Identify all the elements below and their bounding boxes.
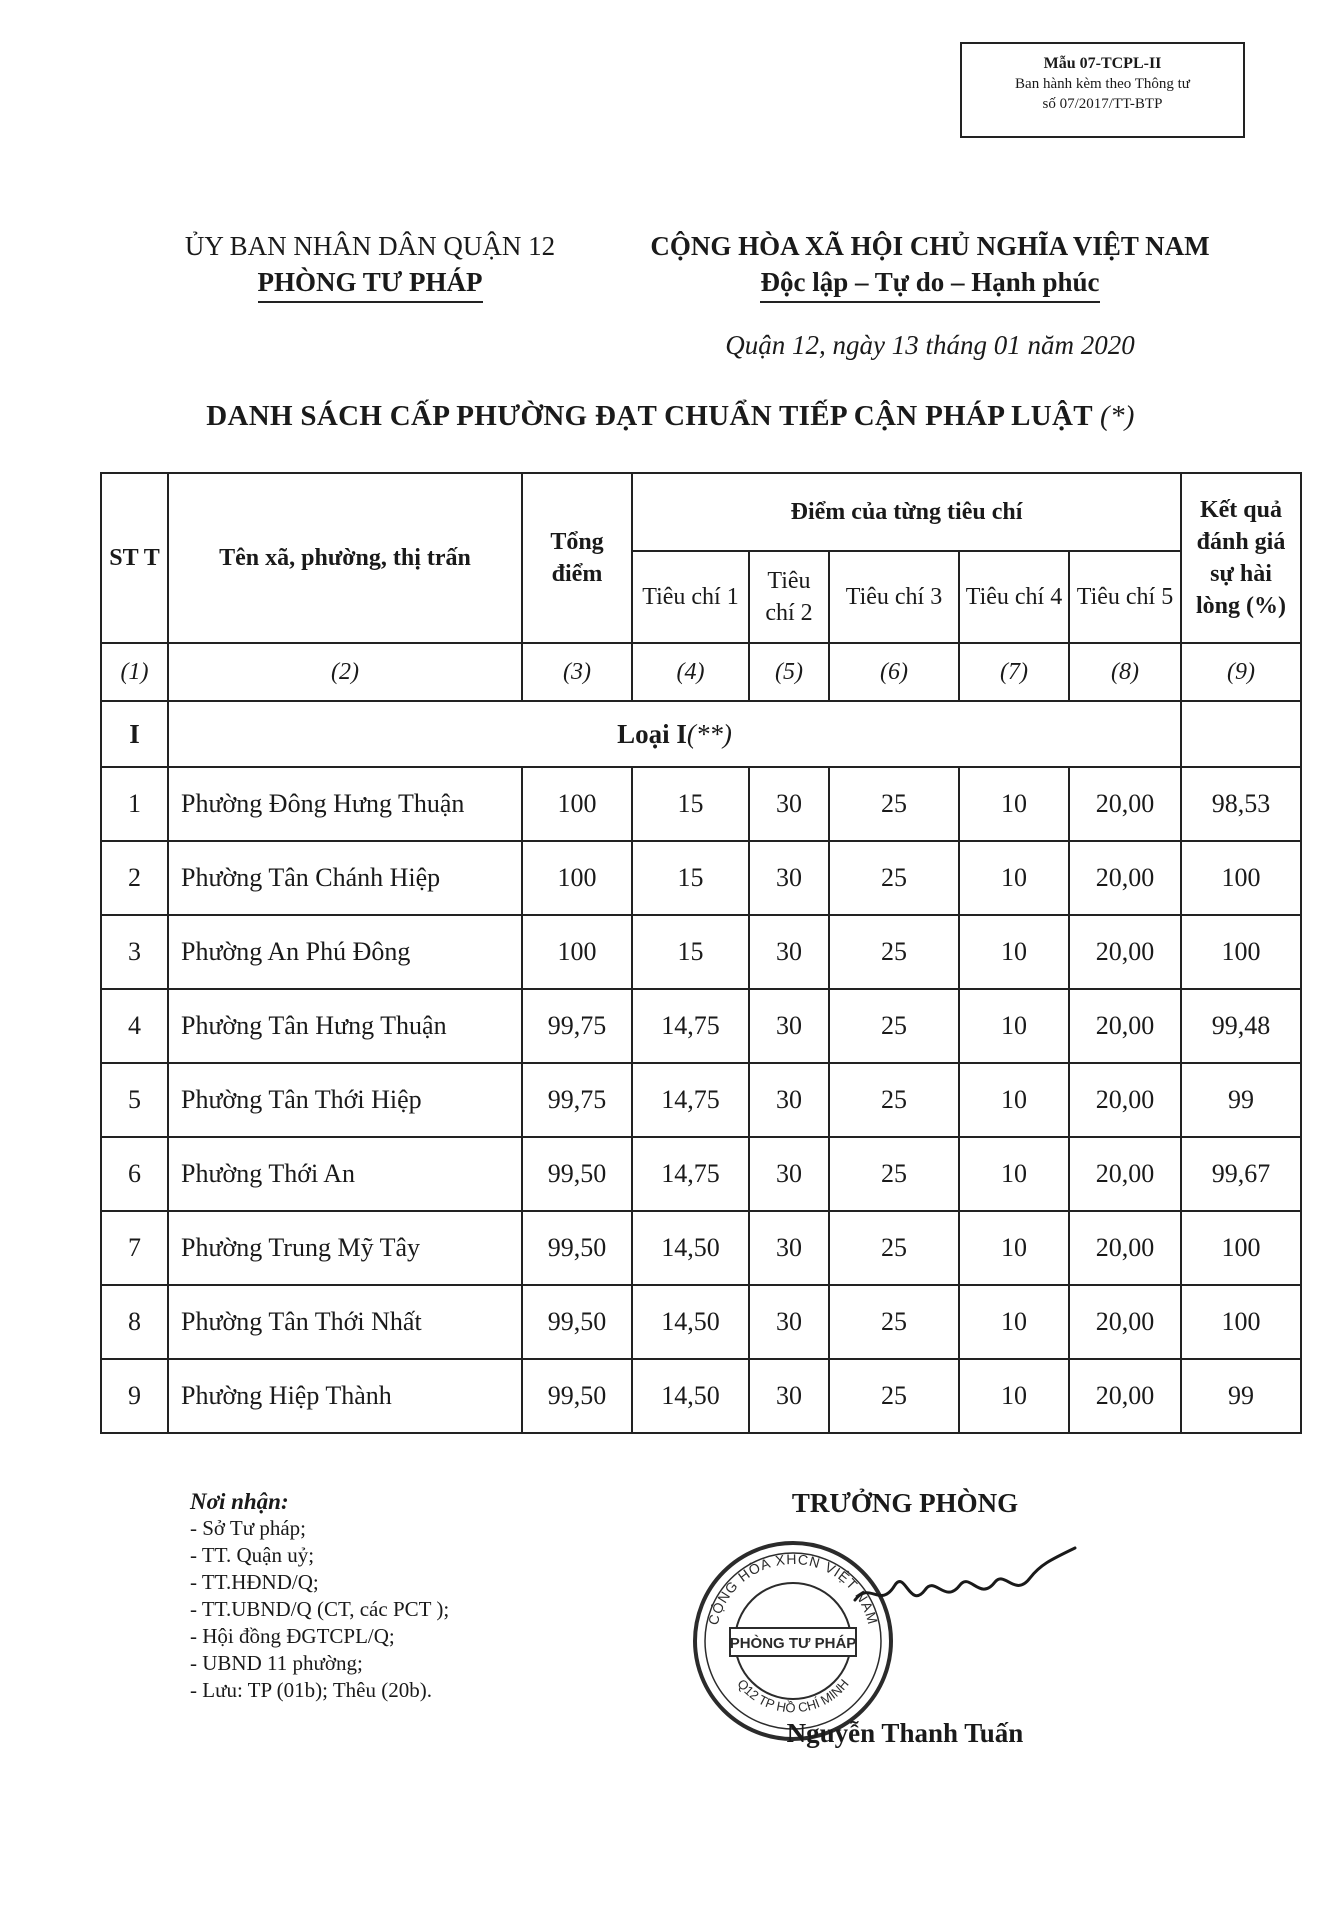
- document-title-mark: (*): [1099, 400, 1135, 432]
- table-row: [101, 767, 1301, 841]
- cell-c1: 14,50: [632, 1211, 749, 1285]
- header-criterion-4: Tiêu chí 4: [959, 551, 1069, 643]
- recipients-heading: Nơi nhận:: [190, 1489, 289, 1514]
- form-code-line3: số 07/2017/TT-BTP: [1042, 96, 1163, 112]
- cell-c3: 25: [829, 767, 959, 841]
- cell-result: 98,53: [1181, 767, 1301, 841]
- table-row: [101, 915, 1301, 989]
- cell-c2: 30: [749, 841, 829, 915]
- header-criterion-2: Tiêu chí 2: [749, 551, 829, 643]
- cell-stt: 7: [101, 1211, 168, 1285]
- cell-c3: 25: [829, 1285, 959, 1359]
- cell-total: 100: [522, 915, 632, 989]
- cell-name: Phường Hiệp Thành: [168, 1359, 522, 1433]
- recipient-item: - TT. Quận uỷ;: [190, 1543, 315, 1567]
- column-index: (3): [522, 643, 632, 701]
- cell-c5: 20,00: [1069, 1359, 1181, 1433]
- cell-c2: 30: [749, 1359, 829, 1433]
- cell-total: 99,50: [522, 1137, 632, 1211]
- cell-c5: 20,00: [1069, 1211, 1181, 1285]
- cell-c2: 30: [749, 989, 829, 1063]
- document-title: [60, 400, 1281, 433]
- date-line: Quận 12, ngày 13 tháng 01 năm 2020: [725, 330, 1135, 360]
- national-motto: [600, 228, 1260, 303]
- cell-c2: 30: [749, 767, 829, 841]
- cell-name: Phường Trung Mỹ Tây: [168, 1211, 522, 1285]
- table-row: [101, 989, 1301, 1063]
- cell-c2: 30: [749, 1063, 829, 1137]
- cell-c3: 25: [829, 1137, 959, 1211]
- cell-result: 100: [1181, 841, 1301, 915]
- cell-c5: 20,00: [1069, 1285, 1181, 1359]
- cell-stt: 6: [101, 1137, 168, 1211]
- header-result: Kết quả đánh giá sự hài lòng (%): [1181, 473, 1301, 643]
- cell-c4: 10: [959, 1063, 1069, 1137]
- recipient-item: - TT.UBND/Q (CT, các PCT );: [190, 1597, 450, 1621]
- cell-c1: 14,50: [632, 1359, 749, 1433]
- signer-name: Nguyễn Thanh Tuấn: [786, 1718, 1024, 1748]
- column-index: (4): [632, 643, 749, 701]
- table-row: [101, 1285, 1301, 1359]
- cell-c2: 30: [749, 1285, 829, 1359]
- cell-c5: 20,00: [1069, 1137, 1181, 1211]
- signer-title: TRƯỞNG PHÒNG: [791, 1488, 1019, 1518]
- cell-name: Phường Tân Chánh Hiệp: [168, 841, 522, 915]
- table-row: [101, 1211, 1301, 1285]
- header-criterion-1: Tiêu chí 1: [632, 551, 749, 643]
- cell-name: Phường Tân Hưng Thuận: [168, 989, 522, 1063]
- cell-total: 99,75: [522, 989, 632, 1063]
- cell-result: 99,67: [1181, 1137, 1301, 1211]
- cell-total: 99,75: [522, 1063, 632, 1137]
- cell-stt: 1: [101, 767, 168, 841]
- recipients-block: [190, 1488, 610, 1704]
- form-code-line2: Ban hành kèm theo Thông tư: [1015, 76, 1190, 92]
- header-criteria-group: Điểm của từng tiêu chí: [632, 473, 1181, 551]
- cell-c1: 15: [632, 915, 749, 989]
- cell-result: 99: [1181, 1359, 1301, 1433]
- cell-stt: 3: [101, 915, 168, 989]
- cell-c1: 14,50: [632, 1285, 749, 1359]
- column-index: (1): [101, 643, 168, 701]
- table-row: [101, 841, 1301, 915]
- column-index: (7): [959, 643, 1069, 701]
- cell-c1: 14,75: [632, 1137, 749, 1211]
- column-index: (6): [829, 643, 959, 701]
- cell-total: 100: [522, 841, 632, 915]
- handwritten-signature: [850, 1540, 1080, 1620]
- cell-c3: 25: [829, 1359, 959, 1433]
- form-code-box: [960, 42, 1245, 138]
- cell-stt: 9: [101, 1359, 168, 1433]
- cell-c3: 25: [829, 989, 959, 1063]
- cell-c5: 20,00: [1069, 915, 1181, 989]
- seal-outer-text: CỘNG HÒA XHCN VIỆT NAM: [704, 1550, 882, 1627]
- issuing-authority: [150, 228, 590, 303]
- cell-result: 99: [1181, 1063, 1301, 1137]
- cell-c3: 25: [829, 915, 959, 989]
- column-index: (5): [749, 643, 829, 701]
- recipients-list: [190, 1515, 610, 1704]
- seal-bottom-text: Q12 TP HỒ CHÍ MINH: [734, 1676, 852, 1716]
- column-index: (9): [1181, 643, 1301, 701]
- cell-c4: 10: [959, 1359, 1069, 1433]
- cell-c1: 15: [632, 841, 749, 915]
- cell-stt: 2: [101, 841, 168, 915]
- recipient-item: - Sở Tư pháp;: [190, 1516, 307, 1540]
- cell-c1: 14,75: [632, 1063, 749, 1137]
- column-index: (2): [168, 643, 522, 701]
- cell-c1: 15: [632, 767, 749, 841]
- table-row: [101, 1137, 1301, 1211]
- cell-result: 100: [1181, 1285, 1301, 1359]
- cell-stt: 4: [101, 989, 168, 1063]
- cell-total: 99,50: [522, 1285, 632, 1359]
- cell-name: Phường Thới An: [168, 1137, 522, 1211]
- ward-ranking-table: [100, 472, 1302, 1434]
- cell-c4: 10: [959, 915, 1069, 989]
- cell-c5: 20,00: [1069, 1063, 1181, 1137]
- cell-c3: 25: [829, 1211, 959, 1285]
- cell-stt: 5: [101, 1063, 168, 1137]
- cell-stt: 8: [101, 1285, 168, 1359]
- cell-c3: 25: [829, 1063, 959, 1137]
- header-criterion-5: Tiêu chí 5: [1069, 551, 1181, 643]
- cell-result: 99,48: [1181, 989, 1301, 1063]
- cell-name: Phường Đông Hưng Thuận: [168, 767, 522, 841]
- recipient-item: - UBND 11 phường;: [190, 1651, 363, 1675]
- cell-c4: 10: [959, 1211, 1069, 1285]
- country-name: CỘNG HÒA XÃ HỘI CHỦ NGHĨA VIỆT NAM: [650, 231, 1210, 261]
- column-index: (8): [1069, 643, 1181, 701]
- group-label: Loại I: [617, 718, 687, 749]
- recipient-item: - TT.HĐND/Q;: [190, 1570, 319, 1594]
- cell-name: Phường Tân Thới Hiệp: [168, 1063, 522, 1137]
- table-body: [101, 767, 1301, 1433]
- cell-total: 99,50: [522, 1359, 632, 1433]
- header-name: Tên xã, phường, thị trấn: [168, 473, 522, 643]
- department-name: PHÒNG TƯ PHÁP: [258, 264, 483, 303]
- document-title-text: DANH SÁCH CẤP PHƯỜNG ĐẠT CHUẨN TIẾP CẬN PHÁP LUẬT: [206, 400, 1093, 432]
- form-code: Mẫu 07-TCPL-II: [1043, 55, 1162, 72]
- cell-total: 100: [522, 767, 632, 841]
- recipient-item: - Lưu: TP (01b); Thêu (20b).: [190, 1678, 432, 1702]
- cell-result: 100: [1181, 915, 1301, 989]
- column-index-row: [101, 643, 1301, 701]
- recipient-item: - Hội đồng ĐGTCPL/Q;: [190, 1624, 395, 1648]
- cell-c5: 20,00: [1069, 767, 1181, 841]
- cell-result: 100: [1181, 1211, 1301, 1285]
- group-mark: (**): [686, 718, 732, 749]
- cell-c5: 20,00: [1069, 989, 1181, 1063]
- seal-inner-text: PHÒNG TƯ PHÁP: [729, 1635, 857, 1652]
- cell-c4: 10: [959, 767, 1069, 841]
- authority-name: ỦY BAN NHÂN DÂN QUẬN 12: [184, 231, 556, 261]
- table-row: [101, 1359, 1301, 1433]
- cell-c2: 30: [749, 1137, 829, 1211]
- cell-c5: 20,00: [1069, 841, 1181, 915]
- cell-c3: 25: [829, 841, 959, 915]
- cell-c4: 10: [959, 1137, 1069, 1211]
- header-total: Tổng điểm: [522, 473, 632, 643]
- cell-c1: 14,75: [632, 989, 749, 1063]
- cell-c4: 10: [959, 841, 1069, 915]
- cell-total: 99,50: [522, 1211, 632, 1285]
- cell-name: Phường An Phú Đông: [168, 915, 522, 989]
- cell-name: Phường Tân Thới Nhất: [168, 1285, 522, 1359]
- cell-c2: 30: [749, 1211, 829, 1285]
- table-row: [101, 1063, 1301, 1137]
- cell-c4: 10: [959, 989, 1069, 1063]
- group-numeral: I: [101, 701, 168, 767]
- header-stt: ST T: [101, 473, 168, 643]
- cell-c4: 10: [959, 1285, 1069, 1359]
- group-title: [168, 701, 1181, 767]
- group-empty-cell: [1181, 701, 1301, 767]
- motto: Độc lập – Tự do – Hạnh phúc: [760, 264, 1099, 303]
- header-criterion-3: Tiêu chí 3: [829, 551, 959, 643]
- group-row: [101, 701, 1301, 767]
- cell-c2: 30: [749, 915, 829, 989]
